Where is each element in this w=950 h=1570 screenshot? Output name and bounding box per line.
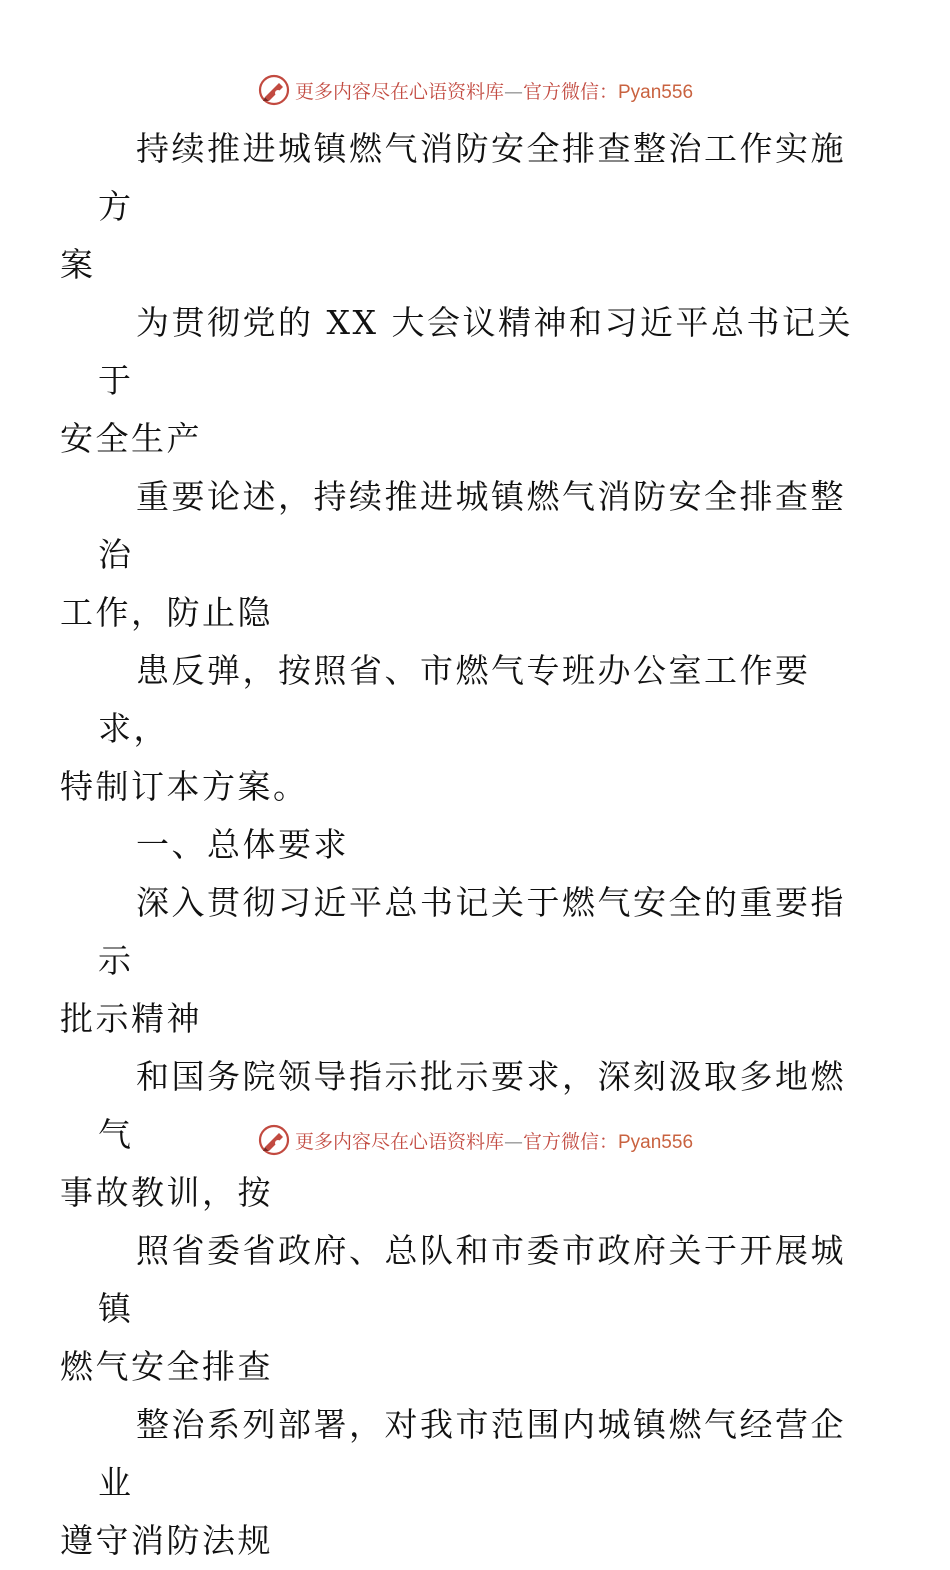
watermark-brand-text: 更多内容尽在心语资料库 (294, 1130, 504, 1153)
section-heading: 一、总体要求 (136, 825, 349, 864)
footer-watermark (0, 1120, 950, 1160)
paragraph: 为贯彻党的 XX 大会议精神和习近平总书记关于 安全生产 (60, 303, 853, 458)
header-watermark (0, 70, 950, 110)
paragraph: 照省委省政府、总队和市委市政府关于开展城镇 燃气安全排查 (60, 1231, 846, 1386)
watermark-contact-label: 官方微信： (522, 1130, 618, 1153)
watermark-brand-text: 更多内容尽在心语资料库 (294, 80, 504, 103)
pen-heart-logo-icon (257, 1123, 291, 1157)
watermark-separator: — (503, 80, 523, 103)
watermark-contact-id: Pyan556 (618, 81, 694, 103)
paragraph: 深入贯彻习近平总书记关于燃气安全的重要指示 批示精神 (60, 883, 846, 1038)
paragraph: 整治系列部署，对我市范围内城镇燃气经营企业 遵守消防法规 (60, 1405, 846, 1560)
paragraph: 和国务院领导指示批示要求，深刻汲取多地燃气 事故教训，按 (60, 1057, 846, 1212)
paragraph: 持续推进城镇燃气消防安全排查整治工作实施方 案 (60, 129, 846, 284)
pen-heart-logo-icon (257, 73, 291, 107)
watermark-separator: — (503, 1130, 523, 1153)
watermark-contact-id: Pyan556 (618, 1131, 694, 1153)
paragraph: 患反弹，按照省、市燃气专班办公室工作要求， 特制订本方案。 (60, 651, 811, 806)
document-body (60, 120, 858, 1570)
paragraph: 重要论述，持续推进城镇燃气消防安全排查整治 工作，防止隐 (60, 477, 846, 632)
watermark-contact-label: 官方微信： (522, 80, 618, 103)
